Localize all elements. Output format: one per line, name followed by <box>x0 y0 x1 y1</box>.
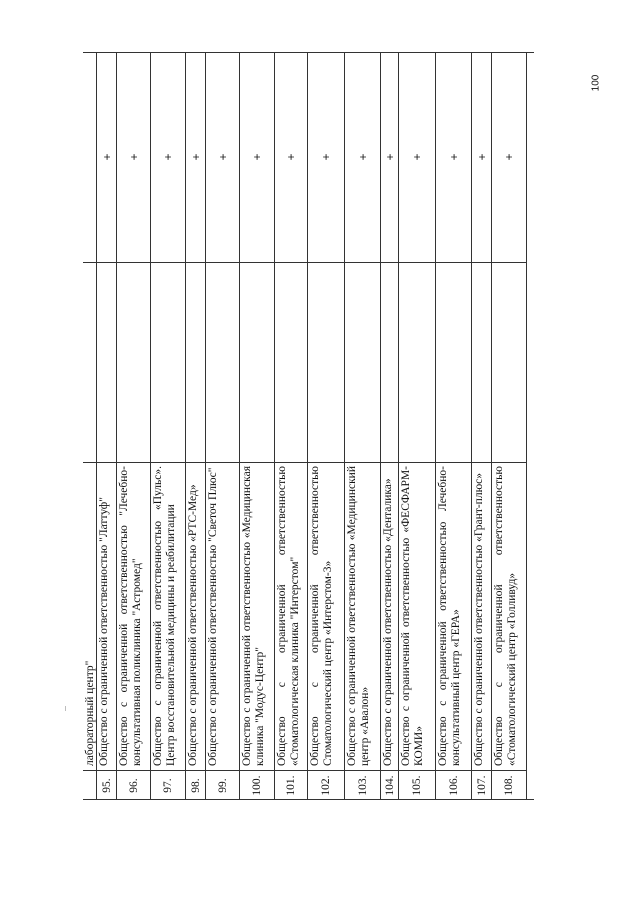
participation-mark-cell: + <box>319 153 333 161</box>
table-row <box>345 52 381 800</box>
table-row <box>275 52 308 800</box>
organization-name-cell: Общество с ограниченной ответственностью «Денталика» <box>381 462 398 770</box>
table-row <box>492 52 527 800</box>
empty-cell <box>492 262 526 462</box>
organization-name-cell: Общество с ограниченной ответственностью «Пульс». Центр восстановительной медицины и реабилитации <box>151 462 185 770</box>
organization-name-cell: Общество с ограниченной ответственностью «Стоматологический центр «Голливуд» <box>492 462 526 770</box>
participation-mark-cell: + <box>250 153 264 161</box>
empty-cell <box>308 262 344 462</box>
organization-name-cell: Общество с ограниченной ответственностью Лечебно-консультативный центр «ГЕРА» <box>436 462 471 770</box>
participation-mark-cell: + <box>410 153 424 161</box>
organization-name-cell: Общество с ограниченной ответственностью "Латтуф" <box>97 462 116 770</box>
table-row <box>206 52 240 800</box>
empty-cell <box>151 262 185 462</box>
row-number-cell: 108. <box>492 770 526 800</box>
organization-name-cell: лабораторный центр" <box>83 462 96 770</box>
organization-name-cell: Общество с ограниченной ответственностью «Медицинский центр «Авалон» <box>345 462 380 770</box>
page-number <box>589 68 603 98</box>
table-row <box>83 52 97 800</box>
empty-cell <box>97 262 116 462</box>
row-number-cell: 99. <box>206 770 239 800</box>
participation-mark-cell: + <box>284 153 298 161</box>
participation-mark-cell: + <box>474 153 489 161</box>
row-number-cell: 102. <box>308 770 344 800</box>
table-row <box>240 52 275 800</box>
table-row <box>436 52 472 800</box>
organization-name-cell: Общество с ограниченной ответственностью «Грант-плюс» <box>472 462 491 770</box>
participation-mark-cell <box>83 52 96 262</box>
empty-cell <box>399 262 435 462</box>
empty-cell <box>240 262 274 462</box>
participation-mark-cell: + <box>126 153 141 161</box>
participation-mark-cell: + <box>161 153 175 161</box>
row-number-cell: 106. <box>436 770 471 800</box>
empty-cell <box>472 262 491 462</box>
empty-cell <box>186 262 205 462</box>
table-row <box>186 52 206 800</box>
row-number-cell: 105. <box>399 770 435 800</box>
participation-mark-cell: + <box>188 153 203 161</box>
participation-mark-cell: + <box>382 153 397 161</box>
scan-artifact <box>65 706 66 711</box>
table-row <box>472 52 492 800</box>
organization-name-cell: Общество с ограниченной ответственностью "Лечебно-консультативная поликлиника "Астромед" <box>117 462 150 770</box>
participation-mark-cell: + <box>99 153 114 161</box>
organization-name-cell: Общество с ограниченной ответственностью Стоматологический центр «Интерстом-3» <box>308 462 344 770</box>
row-number-cell: 101. <box>275 770 307 800</box>
organizations-table <box>83 52 534 800</box>
row-number-cell: 104. <box>381 770 398 800</box>
empty-cell <box>83 262 96 462</box>
empty-cell <box>206 262 239 462</box>
row-number-cell: 97. <box>151 770 185 800</box>
organizations-table-wrapper <box>83 52 534 800</box>
organization-name-cell: Общество с ограниченной ответственностью «РТС-Мед» <box>186 462 205 770</box>
row-number-cell: 96. <box>117 770 150 800</box>
row-number-cell: 107. <box>472 770 491 800</box>
organization-name-cell: Общество с ограниченной ответственностью «ФЕСФАРМ-КОМИ» <box>399 462 435 770</box>
empty-cell <box>345 262 380 462</box>
row-number-cell: 95. <box>97 770 116 800</box>
organization-name-cell: Общество с ограниченной ответственностью «Стоматологическая клиника "Интерстом" <box>275 462 307 770</box>
table-row <box>117 52 151 800</box>
empty-cell <box>436 262 471 462</box>
table-row <box>151 52 186 800</box>
table-row <box>399 52 436 800</box>
table-row <box>381 52 399 800</box>
row-number-cell: 103. <box>345 770 380 800</box>
page-number-text: 100 <box>590 74 602 92</box>
empty-cell <box>381 262 398 462</box>
table-row <box>97 52 117 800</box>
participation-mark-cell: + <box>215 153 230 161</box>
participation-mark-cell: + <box>355 153 370 161</box>
participation-mark-cell: + <box>502 153 516 161</box>
table-row <box>308 52 345 800</box>
empty-cell <box>275 262 307 462</box>
participation-mark-cell: + <box>446 153 461 161</box>
organization-name-cell: Общество с ограниченной ответственностью «Медицинская клиника "Модус-Центр" <box>240 462 274 770</box>
empty-cell <box>117 262 150 462</box>
row-number-cell <box>83 770 96 800</box>
organization-name-cell: Общество с ограниченной ответственностью "Светоч Плюс" <box>206 462 239 770</box>
row-number-cell: 98. <box>186 770 205 800</box>
row-number-cell: 100. <box>240 770 274 800</box>
